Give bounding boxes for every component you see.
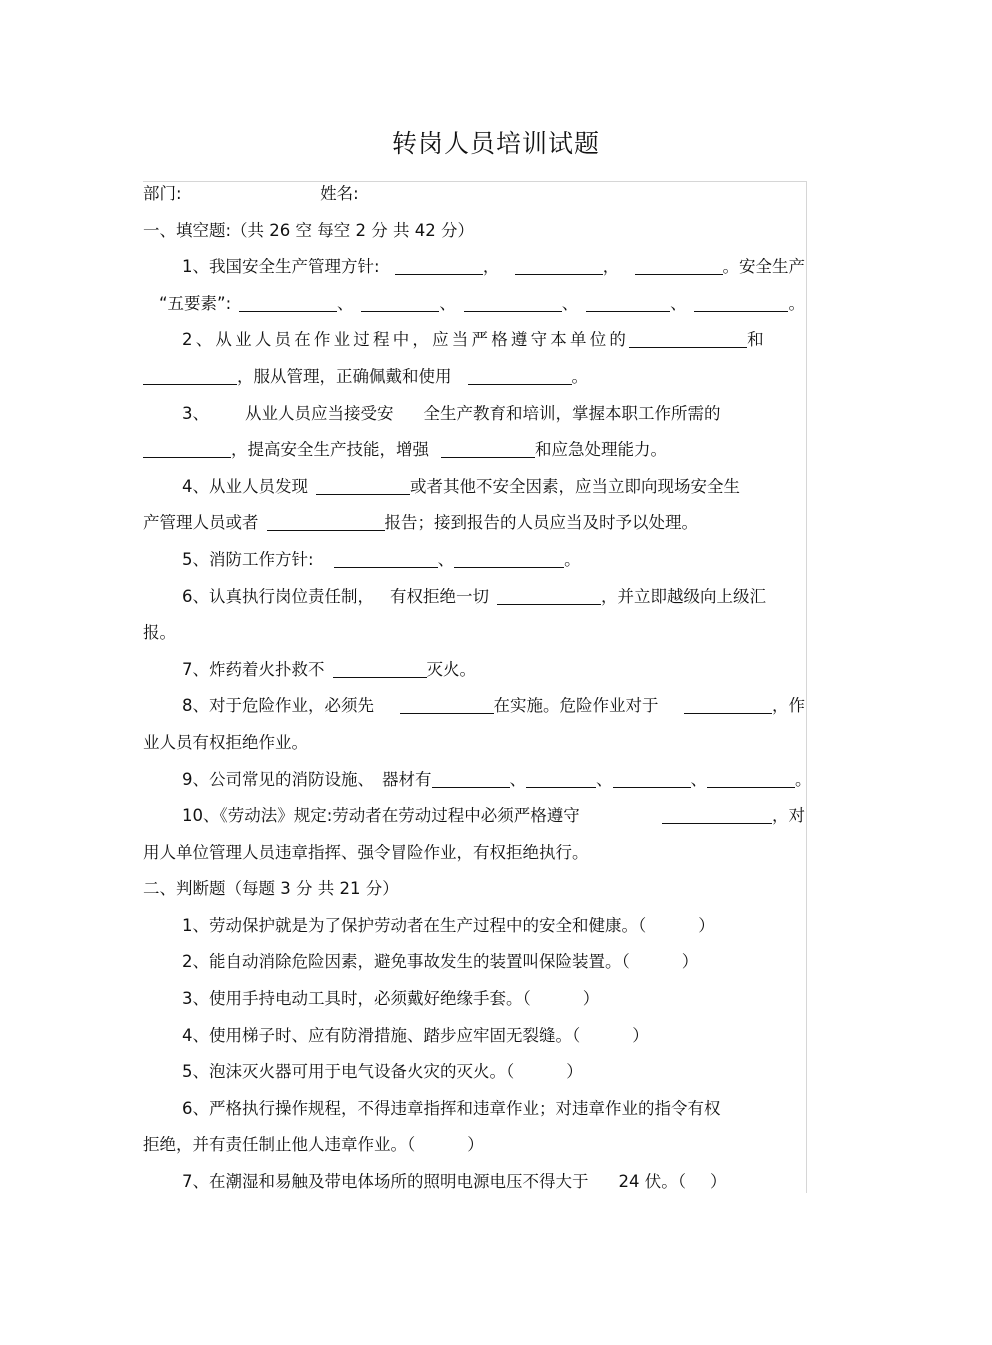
blank-field[interactable]: [143, 437, 231, 458]
question-9: 9、公司常见的消防设施、 器材有 、 、 、 。: [143, 762, 805, 799]
judgement-item-6-line-1: 6、严格执行操作规程，不得违章指挥和违章作业；对违章作业的指令有权: [182, 1098, 721, 1118]
question-3-line-1: 3、 从业人员应当接受安 全生产教育和培训，掌握本职工作所需的: [182, 403, 721, 423]
blank-field[interactable]: [464, 291, 562, 312]
judgement-item-4: 4、使用梯子时、应有防滑措施、踏步应牢固无裂缝。（ ）: [182, 1025, 649, 1045]
department-label: 部门:: [143, 184, 182, 203]
header-row: [143, 176, 805, 213]
question-6-line-1: 6、认真执行岗位责任制， 有权拒绝一切 ，并立即越级向上级汇: [143, 579, 805, 616]
blank-field[interactable]: [635, 254, 723, 275]
question-3-line-2: ，提高安全生产技能，增强 和应急处理能力。: [143, 432, 805, 469]
question-10-line-2: 用人单位管理人员违章指挥、强令冒险作业，有权拒绝执行。: [143, 842, 589, 862]
judgement-item-3: 3、使用手持电动工具时，必须戴好绝缘手套。（ ）: [182, 989, 600, 1009]
blank-field[interactable]: [143, 364, 237, 385]
question-6-line-2: 报。: [143, 623, 176, 643]
question-1-line-2: “五要素”: 、 、 、 、 。: [143, 286, 805, 323]
blank-field[interactable]: [629, 327, 747, 348]
judgement-item-6-line-2: 拒绝，并有责任制止他人违章作业。（ ）: [143, 1135, 484, 1155]
blank-field[interactable]: [316, 474, 410, 495]
section1-heading: 一、填空题:（共 26 空 每空 2 分 共 42 分）: [143, 220, 475, 240]
blank-field[interactable]: [707, 767, 795, 788]
blank-field[interactable]: [432, 767, 510, 788]
judgement-item-7: 7、在潮湿和易触及带电体场所的照明电源电压不得大于 24 伏。（ ）: [182, 1172, 727, 1192]
question-5: 5、消防工作方针: 、 。: [143, 542, 805, 579]
name-label: 姓名:: [320, 184, 359, 203]
judgement-item-2: 2、能自动消除危险因素，避免事故发生的装置叫保险装置。（ ）: [182, 952, 699, 972]
question-8-line-2: 业人员有权拒绝作业。: [143, 732, 308, 752]
blank-field[interactable]: [267, 510, 385, 531]
question-4-line-2: 产管理人员或者 报告；接到报告的人员应当及时予以处理。: [143, 505, 805, 542]
question-10-line-1: 10、《劳动法》规定:劳动者在劳动过程中必须严格遵守 ，对: [143, 798, 805, 835]
question-8-line-1: 8、对于危险作业，必须先 在实施。危险作业对于 ，作: [143, 688, 805, 725]
section2-heading: 二、判断题（每题 3 分 共 21 分）: [143, 879, 399, 899]
blank-field[interactable]: [454, 547, 564, 568]
blank-field[interactable]: [613, 767, 691, 788]
exam-body: [143, 176, 812, 1201]
question-4-line-1: 4、从业人员发现 或者其他不安全因素，应当立即向现场安全生: [143, 469, 805, 506]
blank-field[interactable]: [662, 803, 772, 824]
blank-field[interactable]: [361, 291, 439, 312]
blank-field[interactable]: [333, 657, 427, 678]
blank-field[interactable]: [684, 693, 772, 714]
blank-field[interactable]: [441, 437, 535, 458]
blank-field[interactable]: [468, 364, 572, 385]
question-7: 7、炸药着火扑救不 灭火。: [143, 652, 805, 689]
blank-field[interactable]: [395, 254, 483, 275]
blank-field[interactable]: [526, 767, 596, 788]
blank-field[interactable]: [239, 291, 337, 312]
question-2-line-2: ，服从管理，正确佩戴和使用 。: [143, 359, 805, 396]
blank-field[interactable]: [515, 254, 603, 275]
blank-field[interactable]: [586, 291, 670, 312]
judgement-item-5: 5、泡沫灭火器可用于电气设备火灾的灭火。（ ）: [182, 1062, 583, 1082]
question-1-line-1: 1、我国安全生产管理方针: ， ， 。安全生产: [143, 249, 805, 286]
blank-field[interactable]: [497, 584, 601, 605]
blank-field[interactable]: [400, 693, 494, 714]
judgement-item-1: 1、劳动保护就是为了保护劳动者在生产过程中的安全和健康。（ ）: [182, 915, 715, 935]
question-2-line-1: 2、从业人员在作业过程中，应当严格遵守本单位的 和: [143, 322, 805, 359]
blank-field[interactable]: [334, 547, 438, 568]
blank-field[interactable]: [694, 291, 788, 312]
page-title: 转岗人员培训试题: [391, 129, 600, 158]
